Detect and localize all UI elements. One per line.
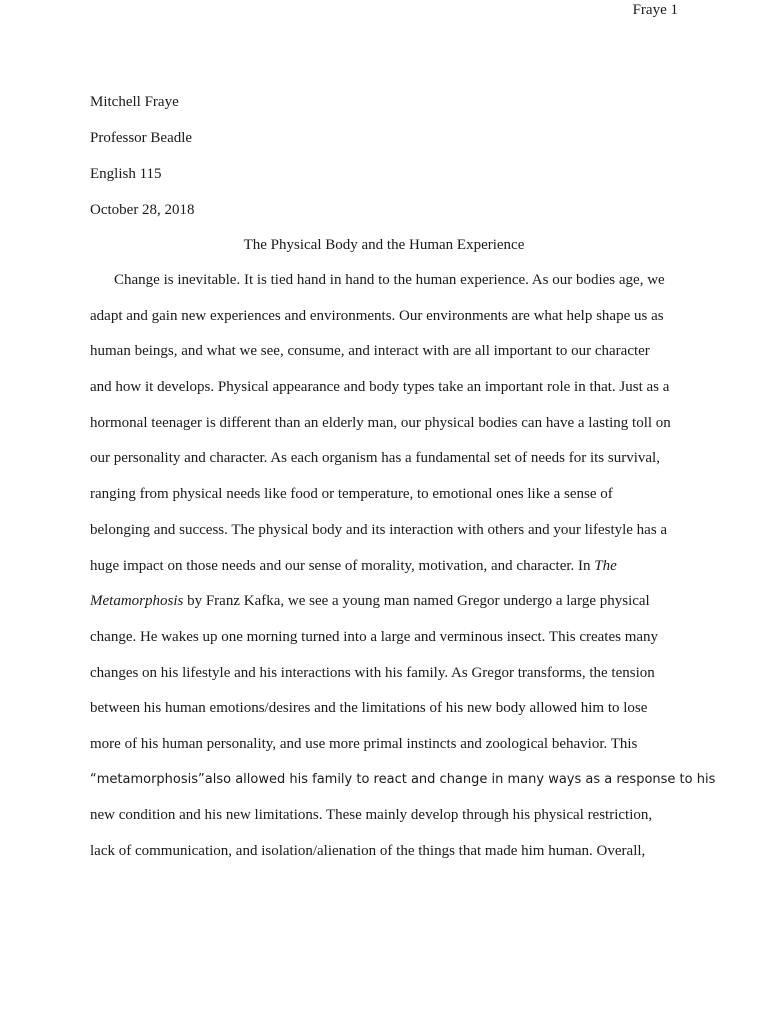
body-line: “metamorphosis”also allowed his family to react and change in many ways as a response to his: [90, 771, 716, 787]
essay-date: October 28, 2018: [90, 202, 195, 218]
body-text: huge impact on those needs and our sense of morality, motivation, and character. In: [90, 557, 595, 574]
body-line: change. He wakes up one morning turned into a large and verminous insect. This creates many: [90, 628, 659, 645]
body-text: by Franz Kafka, we see a young man named Gregor undergo a large physical: [183, 593, 650, 610]
course-name: English 115: [90, 166, 162, 182]
body-line: hormonal teenager is different than an elderly man, our physical bodies can have a lasting toll on: [90, 414, 671, 431]
body-line: [90, 556, 690, 592]
body-line: belonging and success. The physical body and its interaction with others and your lifestyle has a: [90, 521, 668, 538]
body-line: adapt and gain new experiences and environments. Our environments are what help shape us as: [90, 307, 664, 324]
body-line: lack of communication, and isolation/alienation of the things that made him human. Overall,: [90, 843, 646, 859]
body-line: between his human emotions/desires and the limitations of his new body allowed him to lose: [90, 700, 648, 717]
body-line: [90, 591, 690, 627]
body-line: ranging from physical needs like food or temperature, to emotional ones like a sense of: [90, 486, 613, 503]
mla-heading: [90, 92, 680, 236]
body-line: new condition and his new limitations. These mainly develop through his physical restriction,: [90, 807, 653, 824]
book-title-italic: The: [594, 557, 617, 574]
body-line: and how it develops. Physical appearance and body types take an important role in that. Just as a: [90, 379, 670, 396]
essay-body: [90, 270, 716, 877]
body-line: Change is inevitable. It is tied hand in hand to the human experience. As our bodies age, we: [114, 272, 665, 288]
student-name: Mitchell Fraye: [90, 94, 179, 110]
body-line: human beings, and what we see, consume, and interact with are all important to our character: [90, 343, 650, 360]
professor-name: Professor Beadle: [90, 130, 193, 146]
body-line: more of his human personality, and use more primal instincts and zoological behavior. This: [90, 735, 638, 752]
essay-title: The Physical Body and the Human Experience: [243, 237, 525, 253]
body-line: our personality and character. As each organism has a fundamental set of needs for its survival,: [90, 450, 660, 467]
book-title-italic: Metamorphosis: [90, 593, 184, 610]
running-head: Fraye 1: [632, 2, 678, 18]
body-line: changes on his lifestyle and his interactions with his family. As Gregor transforms, the tension: [90, 664, 655, 681]
